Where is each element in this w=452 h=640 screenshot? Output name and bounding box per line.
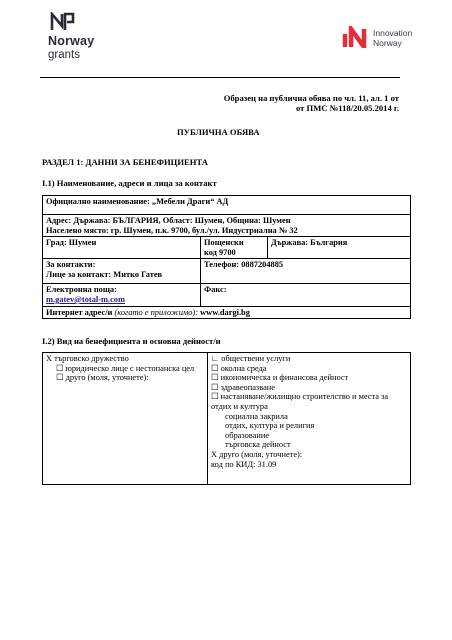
option-non-profit: ☐ юридическо лице с нестопанска цел [56,363,195,373]
option-commercial-company: Х търговско дружество [46,354,129,363]
norway-grants-mark-icon [50,12,76,32]
sample-note-line1: Образец на публична обява по чл. 11, ал. 1 от [223,93,399,103]
contacts-line2: Лице за контакт: Митко Гатев [46,269,163,279]
header-divider [40,77,400,78]
city: Град: Шумен [46,238,97,248]
fax-cell [201,284,411,306]
innovation-norway-text [373,28,412,48]
website-value: www.dargi.bg [200,307,250,317]
sample-note-line2: от ПМС №118/20.05.2014 г. [295,103,399,113]
activity-public-services: ∟ обществени услуги [211,354,291,363]
email-cell [43,284,201,306]
phone: Телефон: 0887204885 [204,260,284,270]
postal-code-cell [201,237,268,259]
activity-housing-cont: отдих и култура [211,401,268,411]
activity-healthcare: ☐ здравеопазване [211,382,276,392]
activity-housing: ☐ настаняване/жилищно строителство и места за [211,392,389,402]
postal-line2: код 9700 [204,247,236,257]
innovation-norway-mark-icon [342,26,370,48]
official-name: Официално наименование: „Мебели Драги“ АД [46,197,229,206]
contacts-line1: За контакти: [46,260,96,270]
beneficiary-type-cell [43,353,208,485]
address-line1: Адрес: Държава: БЪЛГАРИЯ, Област: Шумен, Община: Шумен [46,216,291,225]
official-name-cell [43,196,411,215]
norway-grants-title: Norway [48,34,95,48]
section1-heading: РАЗДЕЛ 1: ДАННИ ЗА БЕНЕФИЦИЕНТА [42,157,208,167]
document-title: ПУБЛИЧНА ОБЯВА [177,127,260,137]
website-cell [43,306,411,319]
address-cell [43,215,411,237]
norway-grants-logo [44,12,114,64]
email-link[interactable]: m.gatev@total-m.com [46,294,125,304]
activity-other: Х друго (моля, уточнете): [211,449,303,459]
activity-social-protection: социална закрила [225,411,288,421]
section1-sub1-heading: І.1) Наименование, адреси и лица за контакт [42,178,217,188]
website-note: (когато е приложимо): [114,307,199,317]
innovation-norway-line1: Innovation [373,28,413,38]
country: Държава: България [271,238,348,248]
beneficiary-type-table [42,352,411,485]
phone-cell [201,259,411,284]
activity-kid-code: код по КИД: 31.09 [211,459,277,469]
city-cell [43,237,201,259]
activity-environment: ☐ околна среда [211,363,267,373]
country-cell [268,237,411,259]
contact-table [42,195,411,319]
website-label: Интернет адрес/и [46,307,113,317]
innovation-norway-line2: Norway [373,38,402,48]
address-line2: Населено място: гр. Шумен, п.к. 9700, бул./ул. Индустриална № 32 [46,225,298,235]
email-label: Електронна поща: [46,285,117,295]
option-other-type: ☐ друго (моля, уточнете): [56,373,149,383]
norway-grants-subtitle: grants [48,49,80,61]
fax: Факс: [204,285,227,295]
section1-sub2-heading: І.2) Вид на бенефициента и основна дейност/и [42,336,221,346]
activity-leisure-culture-religion: отдих, култура и религия [225,421,315,431]
activity-trade: търговска дейност [225,440,291,450]
main-activity-cell [208,353,411,485]
postal-line1: Пощенски [204,238,244,248]
activity-economic-financial: ☐ икономическа и финансова дейност [211,373,349,383]
innovation-norway-logo [342,26,422,50]
contacts-cell [43,259,201,284]
activity-education: образование [225,430,270,440]
